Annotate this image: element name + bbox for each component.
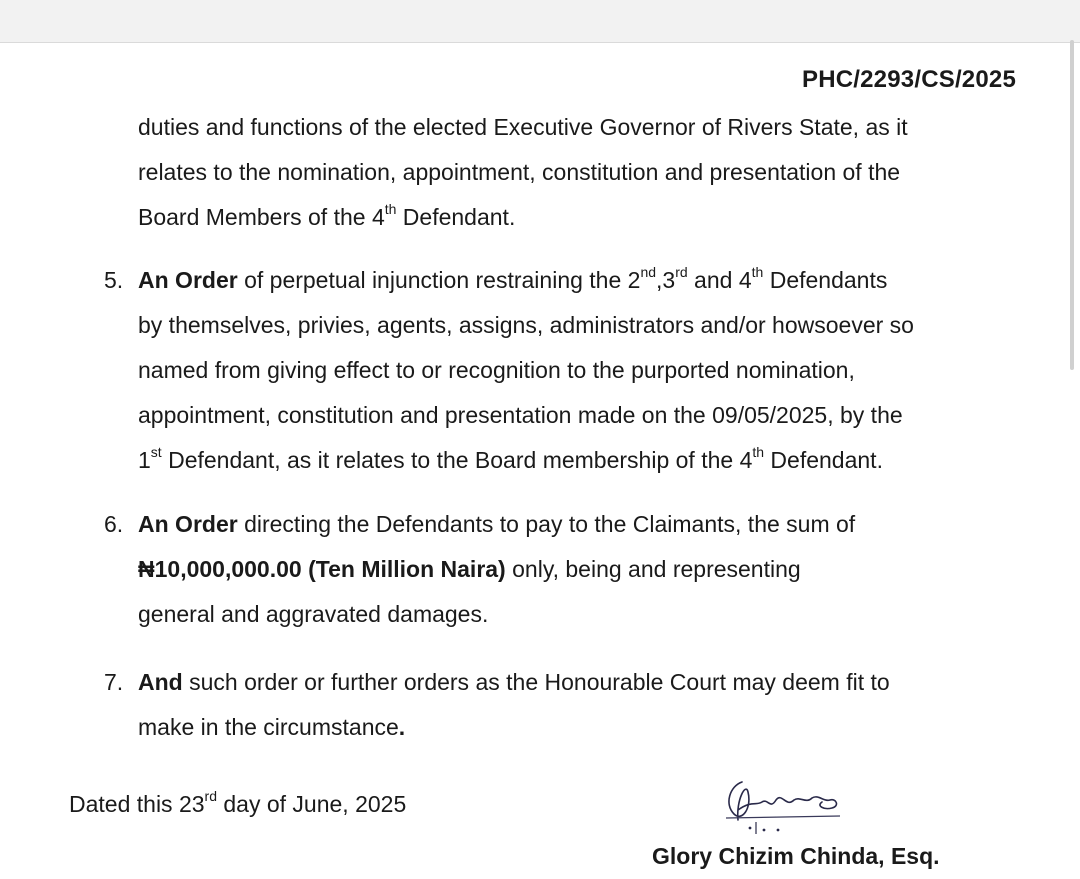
scrollbar-thumb[interactable] — [1070, 40, 1074, 370]
text-line: relates to the nomination, appointment, constitution and presentation of the — [138, 159, 901, 185]
text-span: directing the Defendants to pay to the Claimants, the sum of — [237, 511, 856, 537]
item-number-5: 5. — [104, 267, 124, 293]
item-number-6: 6. — [104, 511, 124, 537]
text-span: such order or further orders as the Honourable Court may deem fit to — [182, 669, 890, 695]
superscript: nd — [640, 264, 657, 281]
text-line: named from giving effect to or recognition to the purported nomination, — [138, 357, 855, 383]
text-span: Defendant, as it relates to the Board membership of the 4 — [161, 447, 753, 473]
case-number: PHC/2293/CS/2025 — [802, 66, 1016, 93]
item-number-7: 7. — [104, 669, 124, 695]
bold-label: An Order — [138, 267, 238, 293]
amount: ₦10,000,000.00 (Ten Million Naira) — [138, 556, 506, 582]
text-line: appointment, constitution and presentation made on the 09/05/2025, by the — [138, 402, 903, 428]
order-item-5 — [138, 258, 980, 483]
top-toolbar — [0, 0, 1080, 43]
order-item-7 — [138, 660, 980, 750]
text-line — [138, 258, 980, 303]
bold-period: . — [398, 714, 406, 740]
bold-label: An Order — [138, 511, 238, 537]
text-line — [138, 195, 980, 240]
order-item-6 — [138, 502, 980, 637]
text-line — [138, 547, 980, 592]
text-line: general and aggravated damages. — [138, 601, 489, 627]
text-span: make in the circumstance — [138, 714, 399, 740]
superscript: st — [150, 444, 162, 461]
text-span: 1 — [138, 447, 151, 473]
text-span: of perpetual injunction restraining the 2 — [237, 267, 641, 293]
text-line: duties and functions of the elected Executive Governor of Rivers State, as it — [138, 114, 908, 140]
superscript: th — [384, 201, 397, 218]
dated-line — [69, 782, 406, 827]
paragraph-continuation — [138, 105, 980, 240]
text-line: by themselves, privies, agents, assigns, administrators and/or howsoever so — [138, 312, 914, 338]
text-span: and 4 — [687, 267, 752, 293]
superscript: rd — [675, 264, 688, 281]
text-span: Defendants — [763, 267, 888, 293]
bold-label: And — [138, 669, 183, 695]
text-span: Defendant. — [764, 447, 883, 473]
text-line — [138, 502, 980, 547]
superscript: th — [752, 444, 765, 461]
superscript: th — [751, 264, 764, 281]
text-line — [138, 660, 980, 705]
signature-icon — [712, 770, 852, 840]
text-span: ,3 — [656, 267, 676, 293]
text-span: Defendant. — [396, 204, 516, 230]
text-span: Dated this 23 — [69, 791, 205, 817]
text-span: only, being and representing — [505, 556, 801, 582]
superscript: rd — [204, 788, 217, 805]
text-span: day of June, 2025 — [216, 791, 407, 817]
text-span: Board Members of the 4 — [138, 204, 385, 230]
text-line — [138, 705, 980, 750]
signer-name: Glory Chizim Chinda, Esq. — [652, 843, 940, 869]
text-line — [138, 438, 980, 483]
